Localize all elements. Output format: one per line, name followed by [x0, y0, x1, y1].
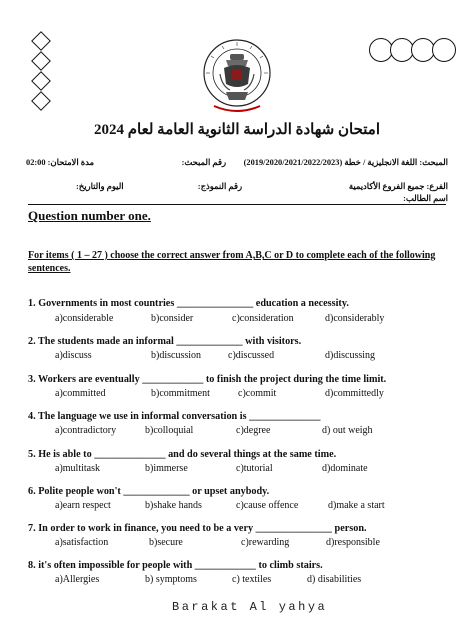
option: b)commitment	[151, 388, 210, 399]
question-stem: 3. Workers are eventually ____________ to finish the project during the time limit.	[28, 374, 387, 385]
option: c)cause offence	[236, 500, 299, 511]
option: b)shake hands	[145, 500, 202, 511]
circle-icon	[432, 38, 456, 62]
question-stem: 8. it's often impossible for people with ____________ to climb stairs.	[28, 560, 323, 571]
option: d)committedly	[325, 388, 384, 399]
diamond-icon	[31, 91, 51, 111]
option: b)discussion	[151, 350, 201, 361]
option: c)consideration	[232, 313, 294, 324]
diamond-icon	[31, 71, 51, 91]
header-divider	[28, 204, 446, 205]
section-heading: Question number one.	[28, 208, 151, 223]
option: a)contradictory	[55, 425, 117, 436]
option: c)tutorial	[236, 463, 273, 474]
option: c)rewarding	[241, 537, 290, 548]
option: c)degree	[236, 425, 271, 436]
diamond-marks	[30, 34, 52, 114]
exam-title: امتحان شهادة الدراسة الثانوية العامة لعام 2024	[94, 122, 380, 138]
question-stem: 7. In order to work in finance, you need to be a very _______________ person.	[28, 523, 367, 534]
option: b)secure	[149, 537, 183, 548]
option: a)committed	[55, 388, 106, 399]
day-date-label: اليوم والتاريخ:	[76, 182, 124, 191]
subject-number-label: رقم المبحث:	[181, 158, 226, 167]
option: b)consider	[151, 313, 194, 324]
option: b)immerse	[145, 463, 188, 474]
option: c)discussed	[228, 350, 275, 361]
option: a)discuss	[55, 350, 92, 361]
question-stem: 6. Polite people won't _____________ or upset anybody.	[28, 486, 270, 497]
option: d)discussing	[325, 350, 375, 361]
question-stem: 1. Governments in most countries _______________ education a necessity.	[28, 298, 349, 309]
option: c)commit	[238, 388, 277, 399]
option: d)dominate	[322, 463, 368, 474]
option: b) symptoms	[145, 574, 197, 585]
student-name-label: اسم الطالب:	[403, 194, 448, 203]
question-stem: 2. The students made an informal _____________ with visitors.	[28, 336, 302, 347]
exam-duration: مدة الامتحان: 02:00	[26, 158, 95, 167]
option: b)colloquial	[145, 425, 194, 436]
section-instructions: For items ( 1 – 27 ) choose the correct answer from A,B,C or D to complete each of the following sentences.	[28, 250, 436, 274]
branch-label: الفرع: جميع الفروع الأكاديمية	[348, 182, 448, 191]
question-stem: 4. The language we use in informal conversation is ______________	[28, 411, 321, 422]
option: d)responsible	[326, 537, 380, 548]
option: c) textiles	[232, 574, 272, 585]
option: a)multitask	[55, 463, 100, 474]
model-number-label: رقم النموذج:	[197, 182, 242, 191]
option: a)considerable	[55, 313, 114, 324]
signature-footer: Barakat Al yahya	[172, 600, 328, 614]
diamond-icon	[31, 51, 51, 71]
option: a)satisfaction	[55, 537, 109, 548]
option: a)earn respect	[55, 500, 111, 511]
option: d) disabilities	[307, 574, 362, 585]
option: d)make a start	[328, 500, 385, 511]
option: a)Allergies	[55, 574, 100, 585]
subject-label: المبحث: اللغة الانجليزية / خطة (2019/2020/2021/2022/2023)	[243, 158, 448, 167]
ministry-emblem-icon	[200, 36, 274, 118]
option: d) out weigh	[322, 425, 373, 436]
option: d)considerably	[325, 313, 385, 324]
diamond-icon	[31, 31, 51, 51]
circle-marks	[372, 38, 456, 62]
question-stem: 5. He is able to ______________ and do several things at the same time.	[28, 449, 337, 460]
